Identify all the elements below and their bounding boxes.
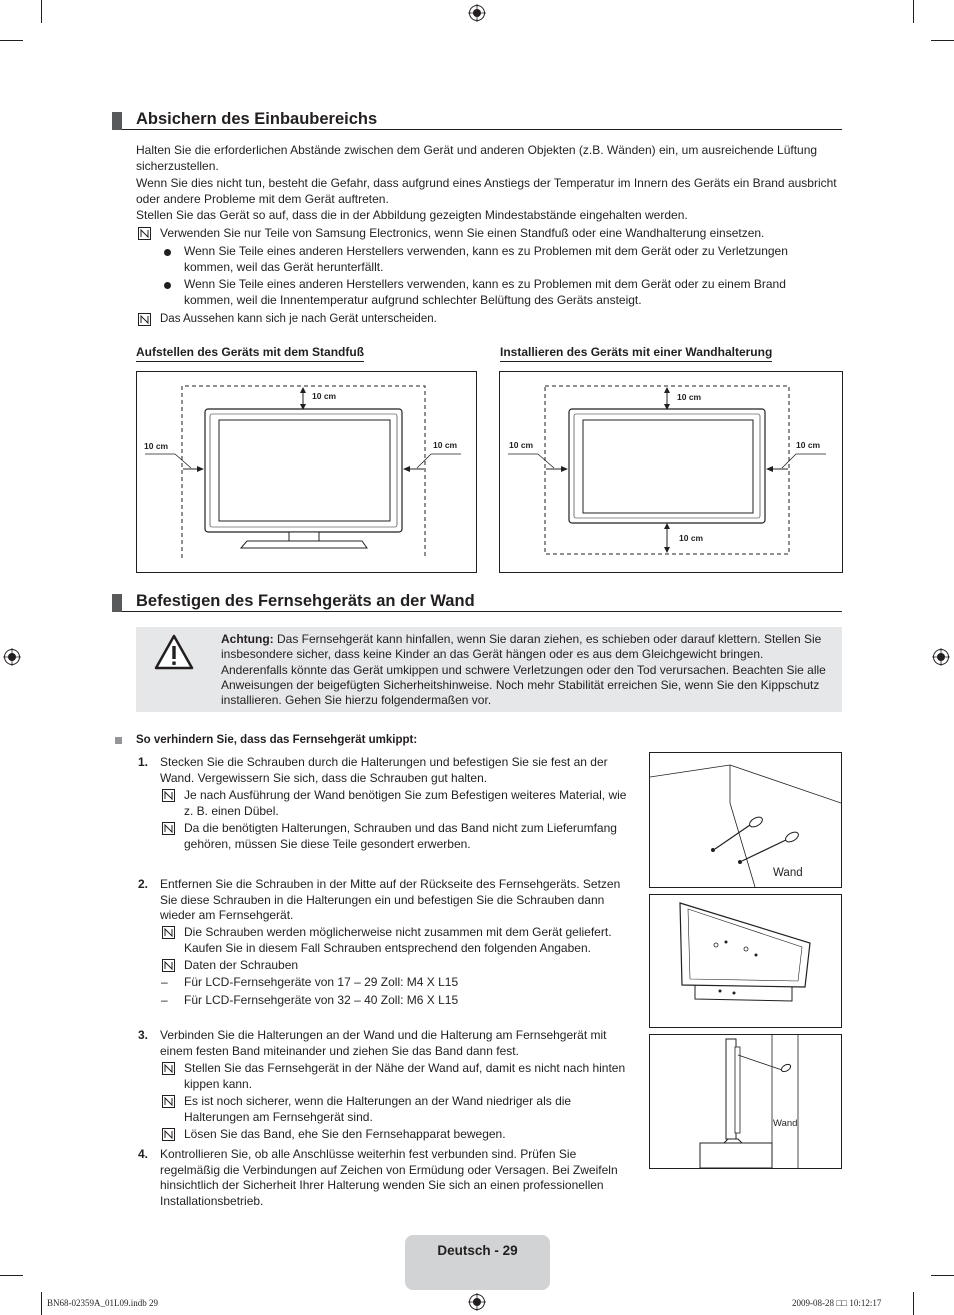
crop-mark [41, 1292, 42, 1315]
bullet [164, 249, 171, 256]
step-note: Daten der Schrauben [184, 958, 299, 972]
step-number: 3. [138, 1028, 149, 1042]
stand-diagram [136, 371, 477, 573]
step-text: Kontrollieren Sie, ob alle Anschlüsse weiterhin fest verbunden sind. Prüfen Sie regelmäßig die Verbindungen auf Zeichen von Ermüdung oder Versagen. Bei Zweifeln hinsichtlich der Sicherheit Ihrer Halterung wenden Sie sich an einen professionellen Installationsbetrieb. [160, 1147, 618, 1208]
step-note: Lösen Sie das Band, ehe Sie den Fernsehapparat bewegen. [184, 1127, 506, 1141]
note-icon [162, 926, 175, 939]
step-note: Es ist noch sicherer, wenn die Halterungen an der Wand niedriger als die Halterungen am Fernsehgerät sind. [184, 1094, 572, 1124]
crop-mark [0, 40, 23, 41]
dash-bullet: – [161, 993, 168, 1007]
heading-bar [112, 594, 122, 612]
dimension-left: 10 cm [144, 441, 169, 451]
registration-mark-icon [468, 4, 486, 22]
wall-screws-drawing [650, 753, 841, 887]
step-number: 4. [138, 1147, 149, 1161]
step-text: Stecken Sie die Schrauben durch die Halterungen und befestigen Sie sie fest an der Wand. Vergewissern Sie sich, dass die Schrauben gut halten. [160, 755, 608, 785]
step-number: 2. [138, 877, 149, 891]
crop-mark [931, 40, 954, 41]
step-text: Verbinden Sie die Halterungen an der Wand und die Halterung am Fernsehgerät mit einem festen Band miteinander und ziehen Sie das Band dann fest. [160, 1028, 607, 1058]
note-icon [162, 1095, 175, 1108]
step-text: Entfernen Sie die Schrauben in der Mitte auf der Rückseite des Fernsehgeräts. Setzen Sie diese Schrauben in die Halterungen ein und befestigen Sie die Schrauben dann wieder am Fernsehgerät. [160, 877, 621, 922]
registration-mark-icon [3, 648, 21, 666]
wall-tv-diagram [500, 372, 842, 572]
tv-side-drawing [650, 1035, 841, 1168]
dimension-right: 10 cm [433, 440, 458, 450]
crop-mark [0, 1275, 23, 1276]
note-icon [162, 959, 175, 972]
paragraph: Halten Sie die erforderlichen Abstände zwischen dem Gerät und anderen Objekten (z.B. Wänden) ein, um ausreichende Lüftung sicherzustellen. [136, 143, 818, 173]
tv-back-drawing [650, 895, 841, 1027]
step-note: Die Schrauben werden möglicherweise nicht zusammen mit dem Gerät geliefert. Kaufen Sie in diesem Fall Schrauben entsprechend den folgenden Angaben. [184, 925, 612, 955]
section-title: Befestigen des Fernsehgeräts an der Wand [136, 592, 475, 610]
dimension-left: 10 cm [509, 440, 534, 450]
slug-left: BN68-02359A_01L09.indb 29 [47, 1298, 158, 1308]
stand-tv-diagram [137, 372, 476, 572]
page-number: Deutsch - 29 [437, 1243, 518, 1258]
prevent-heading: So verhindern Sie, dass das Fernsehgerät umkippt: [136, 734, 418, 746]
section-heading [112, 592, 842, 612]
dimension-top: 10 cm [677, 392, 702, 402]
warning-body: Das Fernsehgerät kann hinfallen, wenn Sie daran ziehen, es schieben oder darauf klettern. Stellen Sie insbesondere sicher, dass keine Kinder an das Gerät hängen oder es aus dem Gleichgewicht bringen. Anderenfalls könnte das Gerät umkippen und schwere Verletzungen oder den Tod verursachen. Beachten Sie alle Anweisungen der beigefügten Sicherheitshinweise. Noch mehr Stabilität erreichen Sie, wenn Sie den Kippschutz installieren. Gehen Sie hierzu folgendermaßen vor. [221, 632, 826, 708]
bullet-text: Wenn Sie Teile eines anderen Herstellers verwenden, kann es zu Problemen mit dem Gerät oder zu einem Brand kommen, weil die Innentemperatur aufgrund schlechter Belüftung des Geräts ansteigt. [184, 277, 786, 307]
note-text: Verwenden Sie nur Teile von Samsung Electronics, wenn Sie einen Standfuß oder eine Wandhalterung einsetzen. [160, 226, 765, 240]
warning-label: Achtung: [221, 632, 274, 646]
note-icon [138, 313, 151, 326]
step-number: 1. [138, 755, 149, 769]
slug-right: 2009-08-28 □□ 10:12:17 [792, 1298, 882, 1308]
square-bullet-icon [115, 737, 122, 744]
dimension-right: 10 cm [796, 440, 821, 450]
dimension-bottom: 10 cm [679, 533, 704, 543]
warning-text [221, 632, 826, 708]
wall-label: Wand [773, 867, 803, 879]
warning-triangle-icon [154, 634, 194, 670]
illustration-tv-back [649, 894, 842, 1028]
crop-mark [913, 1292, 914, 1315]
wall-diagram [499, 371, 843, 573]
wall-label: Wand [773, 1118, 798, 1129]
step-note: Da die benötigten Halterungen, Schrauben und das Band nicht zum Lieferumfang gehören, müssen Sie diese Teile gesondert erwerben. [184, 821, 617, 851]
crop-mark [41, 0, 42, 23]
screw-spec: Für LCD-Fernsehgeräte von 17 – 29 Zoll: M4 X L15 [184, 975, 459, 989]
note-icon [162, 1128, 175, 1141]
registration-mark-icon [932, 648, 950, 666]
step-note: Je nach Ausführung der Wand benötigen Sie zum Befestigen weiteres Material, wie z. B. einen Dübel. [184, 788, 627, 818]
crop-mark [931, 1275, 954, 1276]
step-note: Stellen Sie das Fernsehgerät in der Nähe der Wand auf, damit es nicht nach hinten kippen kann. [184, 1061, 626, 1091]
heading-bar [112, 112, 122, 130]
dash-bullet: – [161, 975, 168, 989]
screw-spec: Für LCD-Fernsehgeräte von 32 – 40 Zoll: M6 X L15 [184, 993, 459, 1007]
illustration-wall-screws [649, 752, 842, 888]
bullet [164, 282, 171, 289]
registration-mark-icon [468, 1293, 486, 1311]
paragraph: Wenn Sie dies nicht tun, besteht die Gefahr, dass aufgrund eines Anstiegs der Temperatur im Innern des Geräts ein Brand ausbricht oder andere Probleme mit dem Gerät auftreten. [136, 176, 837, 206]
wall-diagram-title: Installieren des Geräts mit einer Wandhalterung [500, 345, 772, 362]
paragraph: Stellen Sie das Gerät so auf, dass die in der Abbildung gezeigten Mindestabstände eingehalten werden. [136, 208, 688, 222]
note-icon [138, 227, 151, 240]
stand-diagram-title: Aufstellen des Geräts mit dem Standfuß [136, 345, 364, 362]
note-text: Das Aussehen kann sich je nach Gerät unterscheiden. [160, 313, 437, 325]
note-icon [162, 1062, 175, 1075]
crop-mark [913, 0, 914, 23]
illustration-tv-side [649, 1034, 842, 1169]
note-icon [162, 789, 175, 802]
dimension-top: 10 cm [312, 391, 337, 401]
note-icon [162, 822, 175, 835]
bullet-text: Wenn Sie Teile eines anderen Herstellers verwenden, kann es zu Problemen mit dem Gerät oder zu Verletzungen kommen, weil das Gerät herunterfällt. [184, 244, 788, 274]
section-heading [112, 110, 842, 130]
section-title: Absichern des Einbaubereichs [136, 110, 378, 128]
